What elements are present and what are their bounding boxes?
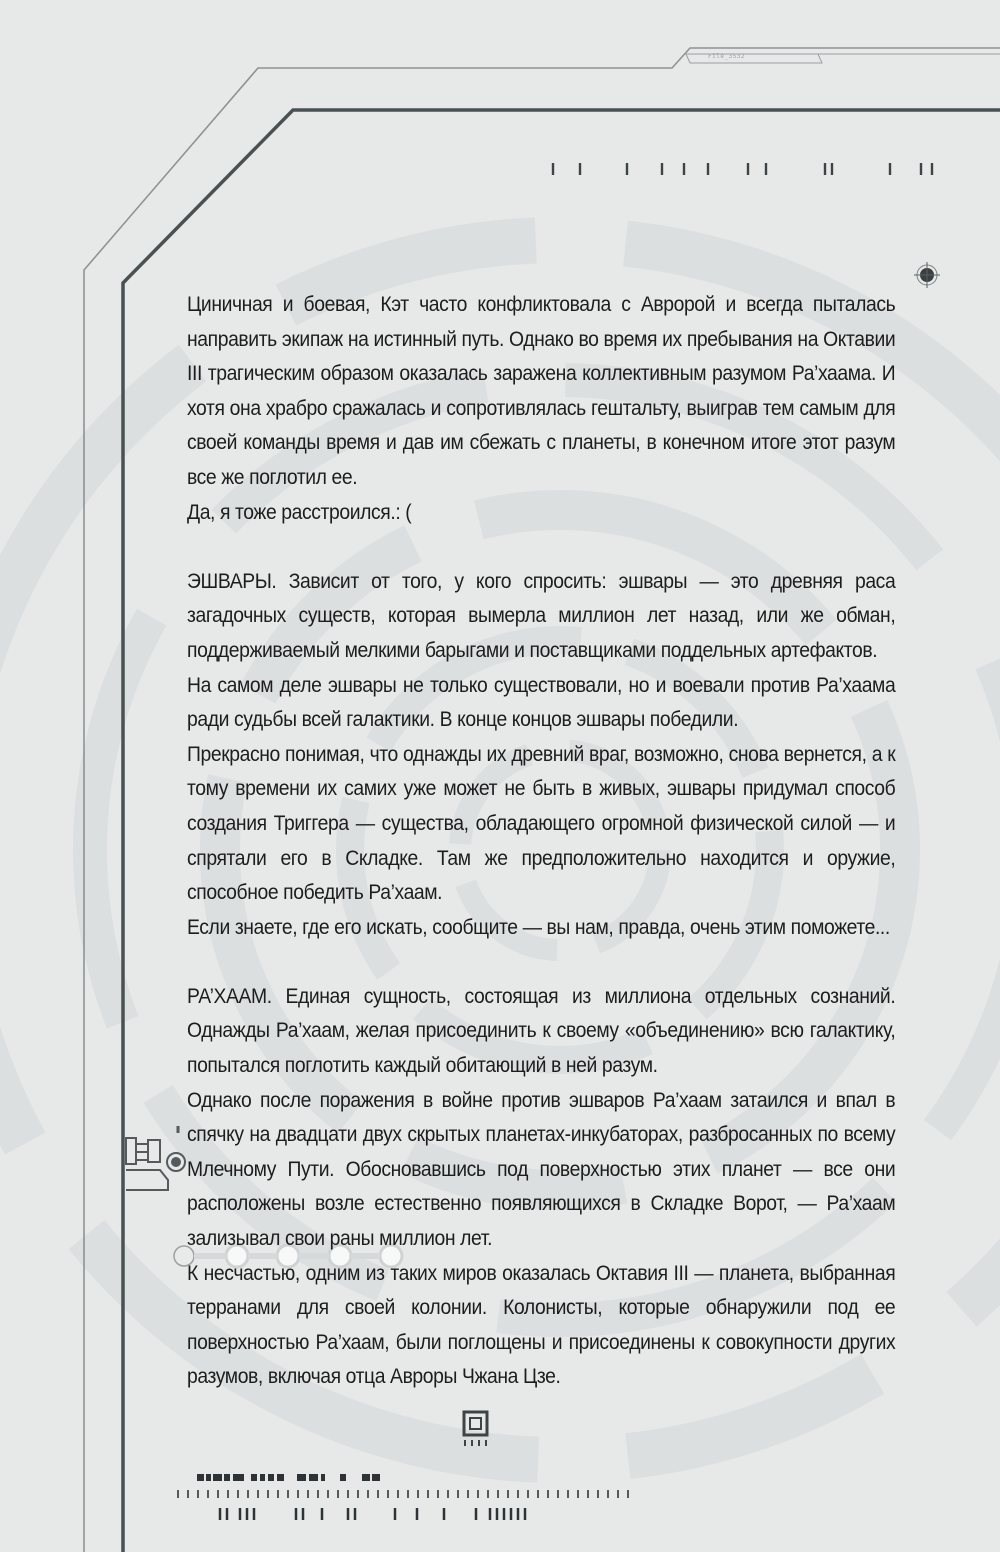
paragraph-eshvary-request: Если знаете, где его искать, сообщите — вы нам, правда, очень этим поможете... [187, 914, 890, 939]
paragraph-eshvary-trigger: Прекрасно понимая, что однажды их древний враг, возможно, снова вернется, а к тому времени их самих уже может не быть в живых, эшвары придумал способ создания Триггера — существа, обладающего огромной физической силой — и спрятали его в Складке. Там же предположительно находится и оружие, способное победить Ра’хаам. [187, 741, 896, 905]
frame-tab [686, 54, 822, 63]
paragraph-kat: Циничная и боевая, Кэт часто конфликтовала с Авророй и всегда пыталась направить экипаж на истинный путь. Однако во время их пребывания на Октавии III трагическим образом оказалась заражена коллективным разумом Ра’хаама. И хотя она храбро сражалась и сопротивлялась гештальту, выиграв тем самым для своей команды время и дав им сбежать с планеты, в конечном итоге этот разум все же поглотил ее. [187, 292, 896, 489]
paragraph-octavia: К несчастью, одним из таких миров оказалась Октавия III — планета, выбранная терранами для своей колонии. Колонисты, которые обнаружили под ее поверхностью Ра’хаам, были поглощены и присоединены к совокупности других разумов, включая отца Авроры Чжана Цзе. [187, 1260, 896, 1389]
paragraph-rakhaam-hibernation: Однако после поражения в войне против эшваров Ра’хаам затаился и впал в спячку на двадцати двух скрытых планетах-инкубаторах, разбросанных по всему Млечному Пути. Обосновавшись под поверхностью этих планет — все они расположены возле естественно появляющихся в Складке Ворот, — Ра’хаам зализывал свои раны миллион лет. [187, 1087, 896, 1251]
tick-marks-top [553, 163, 932, 175]
body-text [187, 287, 895, 1394]
barcode-bottom-row [220, 1508, 525, 1520]
barcode-dotted-row [178, 1490, 628, 1498]
paragraph-eshvary-intro: ЭШВАРЫ. Зависит от того, у кого спросить: эшвары — это древняя раса загадочных существ, которая вымерла миллион лет назад, или же обман, поддерживаемый мелкими барыгами и поставщиками поддельных артефактов. [187, 568, 896, 662]
crosshair-icon [914, 262, 940, 288]
paragraph-eshvary-war: На самом деле эшвары не только существовали, но и воевали против Ра’хаама ради судьбы всей галактики. В конце концов эшвары победили. [187, 672, 896, 732]
file-tag: File_3532 [708, 53, 746, 60]
paragraph-rakhaam-intro: РА’ХААМ. Единая сущность, состоящая из миллиона отдельных сознаний. Однажды Ра’хаам, желая присоединить к своему «объединению» всю галактику, попытался поглотить каждый обитающий в ней разум. [187, 983, 896, 1078]
paragraph-upset: Да, я тоже расстроился.: ( [187, 499, 412, 524]
barcode-top-row [197, 1474, 380, 1481]
